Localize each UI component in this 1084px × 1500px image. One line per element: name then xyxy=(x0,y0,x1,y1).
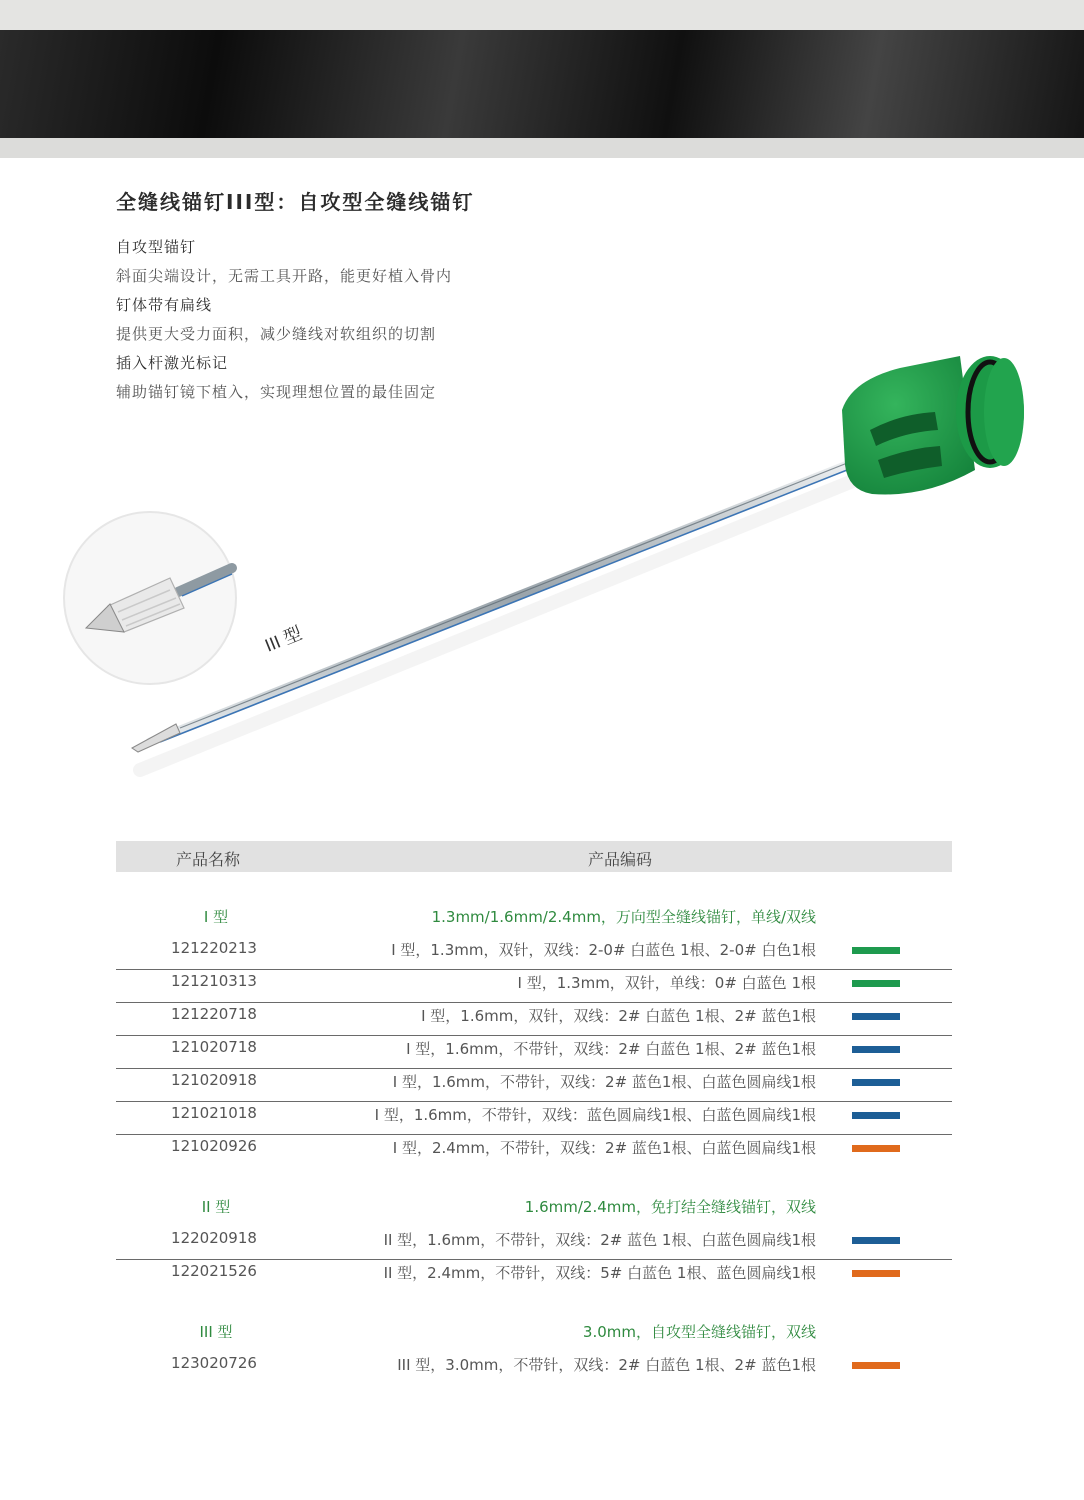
product-code: 122021526 xyxy=(171,1262,257,1280)
table-row xyxy=(116,1227,952,1260)
product-spec: II 型，1.6mm，不带针，双线：2# 蓝色 1根、白蓝色圆扁线1根 xyxy=(383,1231,816,1249)
product-spec: I 型，1.3mm，双针，单线：0# 白蓝色 1根 xyxy=(517,974,816,992)
group-description: 1.3mm/1.6mm/2.4mm，万向型全缝线锚钉，单线/双线 xyxy=(431,908,816,926)
top-gray-strip xyxy=(0,0,1084,30)
color-swatch xyxy=(852,980,900,987)
color-swatch xyxy=(852,1145,900,1152)
product-code: 121021018 xyxy=(171,1104,257,1122)
color-swatch xyxy=(852,1112,900,1119)
color-swatch xyxy=(852,1079,900,1086)
group-row-type-i xyxy=(116,906,952,932)
group-row-type-ii xyxy=(116,1196,952,1222)
table-row xyxy=(116,1069,952,1102)
feature-heading-1: 自攻型锚钉 xyxy=(116,238,197,256)
banner-bottom-strip xyxy=(0,138,1084,158)
color-swatch xyxy=(852,947,900,954)
feature-heading-2: 钉体带有扁线 xyxy=(116,296,213,314)
table-row xyxy=(116,1036,952,1069)
product-code: 121210313 xyxy=(171,972,257,990)
page-title: 全缝线锚钉III型：自攻型全缝线锚钉 xyxy=(116,190,475,214)
product-code: 121220718 xyxy=(171,1005,257,1023)
table-header xyxy=(116,841,952,872)
product-spec: I 型，1.6mm，不带针，双线：2# 白蓝色 1根、2# 蓝色1根 xyxy=(406,1040,816,1058)
product-spec: II 型，2.4mm，不带针，双线：5# 白蓝色 1根、蓝色圆扁线1根 xyxy=(383,1264,816,1282)
inserter-shaft xyxy=(150,448,890,742)
table-row xyxy=(116,1102,952,1135)
color-swatch xyxy=(852,1270,900,1277)
table-row xyxy=(116,1135,952,1167)
product-spec: I 型，1.6mm，双针，双线：2# 白蓝色 1根、2# 蓝色1根 xyxy=(421,1007,816,1025)
feature-heading-3: 插入杆激光标记 xyxy=(116,354,229,372)
product-code: 123020726 xyxy=(171,1354,257,1372)
anchor-inserter-illustration xyxy=(0,340,1084,820)
product-code: 121020718 xyxy=(171,1038,257,1056)
color-swatch xyxy=(852,1013,900,1020)
group-row-type-iii xyxy=(116,1321,952,1347)
group-name: III 型 xyxy=(199,1323,233,1341)
group-name: II 型 xyxy=(201,1198,231,1216)
group-name: I 型 xyxy=(203,908,229,926)
product-code: 121020918 xyxy=(171,1071,257,1089)
table-row xyxy=(116,937,952,970)
product-spec: I 型，1.3mm，双针，双线：2-0# 白蓝色 1根、2-0# 白色1根 xyxy=(391,941,816,959)
header-product-code: 产品编码 xyxy=(588,850,653,869)
color-swatch xyxy=(852,1362,900,1369)
header-product-name: 产品名称 xyxy=(176,850,241,869)
table-row xyxy=(116,1352,952,1384)
product-spec: I 型，2.4mm，不带针，双线：2# 蓝色1根、白蓝色圆扁线1根 xyxy=(392,1139,816,1157)
type-label: III 型 xyxy=(262,622,305,656)
product-code: 121220213 xyxy=(171,939,257,957)
table-row xyxy=(116,1003,952,1036)
anchor-tip xyxy=(132,724,180,752)
feature-desc-2: 提供更大受力面积，减少缝线对软组织的切割 xyxy=(116,325,437,343)
group-description: 3.0mm，自攻型全缝线锚钉，双线 xyxy=(582,1323,816,1341)
feature-desc-1: 斜面尖端设计，无需工具开路，能更好植入骨内 xyxy=(116,267,453,285)
product-code: 122020918 xyxy=(171,1229,257,1247)
hero-banner xyxy=(0,30,1084,138)
tip-closeup-circle xyxy=(64,512,236,684)
product-code: 121020926 xyxy=(171,1137,257,1155)
color-swatch xyxy=(852,1046,900,1053)
green-handle xyxy=(842,356,1024,495)
group-description: 1.6mm/2.4mm，免打结全缝线锚钉，双线 xyxy=(524,1198,816,1216)
product-spec: I 型，1.6mm，不带针，双线：2# 蓝色1根、白蓝色圆扁线1根 xyxy=(392,1073,816,1091)
color-swatch xyxy=(852,1237,900,1244)
table-row xyxy=(116,1260,952,1292)
table-row xyxy=(116,970,952,1003)
product-spec: I 型，1.6mm，不带针，双线：蓝色圆扁线1根、白蓝色圆扁线1根 xyxy=(374,1106,816,1124)
product-spec: III 型，3.0mm，不带针，双线：2# 白蓝色 1根、2# 蓝色1根 xyxy=(397,1356,816,1374)
feature-desc-3: 辅助锚钉镜下植入，实现理想位置的最佳固定 xyxy=(116,383,437,401)
